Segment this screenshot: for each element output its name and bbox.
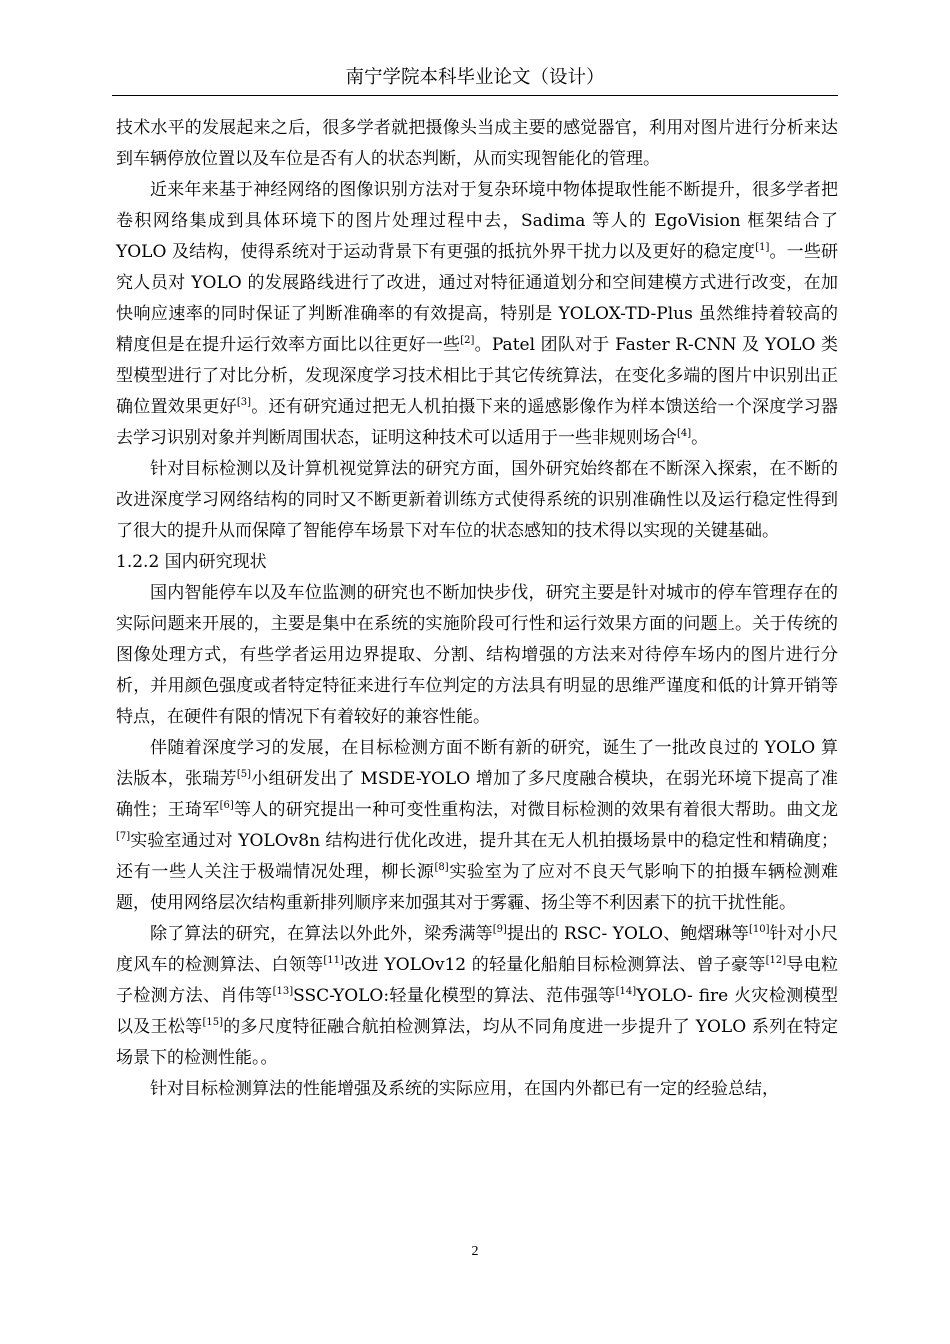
section-heading: 1.2.2 国内研究现状 bbox=[116, 552, 267, 572]
citation-4: [4] bbox=[677, 428, 692, 439]
citation-14: [14] bbox=[615, 986, 637, 997]
citation-1: [1] bbox=[755, 242, 770, 253]
citation-11: [11] bbox=[323, 955, 344, 966]
body-text bbox=[116, 113, 838, 1105]
citation-2: [2] bbox=[460, 335, 475, 346]
paragraph-6: 针对目标检测算法的性能增强及系统的实际应用，在国内外都已有一定的经验总结， bbox=[150, 1079, 779, 1099]
paragraph-4: 伴随着深度学习的发展，在目标检测方面不断有新的研究，诞生了一批改良过的 YOLO 算法版本，张瑞芳[5]小组研发出了 MSDE-YOLO 增加了多尺度融合模块，在弱光环境下提高了准确性；王琦军[6]等人的研究提出一种可变性重构法，对微目标检测的效果有着很大帮助。曲文龙[7]实验室通过对 YOLOv8n 结构进行优化改进，提升其在无人机拍摄场景中的稳定性和精确度；还有一些人关注于极端情况处理，柳长源[8]实验室为了应对不良天气影响下的拍摄车辆检测难题，使用网络层次结构重新排列顺序来加强其对于雾霾、扬尘等不利因素下的抗干扰性能。 bbox=[116, 738, 839, 913]
paragraph-1: 近来年来基于神经网络的图像识别方法对于复杂环境中物体提取性能不断提升，很多学者把卷积网络集成到具体环境下的图片处理过程中去，Sadima 等人的 EgoVision 框架结合了 YOLO 及结构，使得系统对于运动背景下有更强的抵抗外界干扰力以及更好的稳定度[1]。一些研究人员对 YOLO 的发展路线进行了改进，通过对特征通道划分和空间建模方式进行改变，在加快响应速率的同时保证了判断准确率的有效提高，特别是 YOLOX-TD-Plus 虽然维持着较高的精度但是在提升运行效率方面比以往更好一些[2]。Patel 团队对于 Faster R-CNN 及 YOLO 类型模型进行了对比分析，发现深度学习技术相比于其它传统算法，在变化多端的图片中识别出正确位置效果更好[3]。还有研究通过把无人机拍摄下来的遥感影像作为样本馈送给一个深度学习器去学习识别对象并判断周围状态，证明这种技术可以适用于一些非规则场合[4]。 bbox=[116, 180, 839, 448]
citation-9: [9] bbox=[492, 924, 507, 935]
citation-7: [7] bbox=[116, 831, 131, 842]
citation-10: [10] bbox=[748, 924, 770, 935]
paragraph-5: 除了算法的研究，在算法以外此外，梁秀满等[9]提出的 RSC- YOLO、鲍熠琳等[10]针对小尺度风车的检测算法、白领等[11]改进 YOLOv12 的轻量化船舶目标检测算法、曾子豪等[12]导电粒子检测方法、肖伟等[13]SSC-YOLO:轻量化模型的算法、范伟强等[14]YOLO- fire 火灾检测模型以及王松等[15]的多尺度特征融合航拍检测算法，均从不同角度进一步提升了 YOLO 系列在特定场景下的检测性能。。 bbox=[116, 924, 839, 1068]
page-number: 2 bbox=[471, 1244, 479, 1259]
paragraph-2: 针对目标检测以及计算机视觉算法的研究方面，国外研究始终都在不断深入探索，在不断的改进深度学习网络结构的同时又不断更新着训练方式使得系统的识别准确性以及运行稳定性得到了很大的提升从而保障了智能停车场景下对车位的状态感知的技术得以实现的关键基础。 bbox=[116, 459, 838, 541]
citation-13: [13] bbox=[272, 986, 294, 997]
citation-5: [5] bbox=[236, 769, 251, 780]
running-header: 南宁学院本科毕业论文（设计） bbox=[345, 67, 605, 88]
citation-12: [12] bbox=[765, 955, 787, 966]
citation-6: [6] bbox=[219, 800, 234, 811]
citation-15: [15] bbox=[202, 1017, 223, 1028]
header-rule bbox=[112, 95, 838, 96]
citation-3: [3] bbox=[236, 397, 252, 408]
paragraph-3: 国内智能停车以及车位监测的研究也不断加快步伐，研究主要是针对城市的停车管理存在的实际问题来开展的，主要是集中在系统的实施阶段可行性和运行效果方面的问题上。关于传统的图像处理方式，有些学者运用边界提取、分割、结构增强的方法来对待停车场内的图片进行分析，并用颜色强度或者特定特征来进行车位判定的方法具有明显的思维严谨度和低的计算开销等特点，在硬件有限的情况下有着较好的兼容性能。 bbox=[116, 583, 838, 727]
paragraph-0: 技术水平的发展起来之后，很多学者就把摄像头当成主要的感觉器官，利用对图片进行分析来达到车辆停放位置以及车位是否有人的状态判断，从而实现智能化的管理。 bbox=[116, 118, 838, 169]
citation-8: [8] bbox=[434, 862, 449, 873]
